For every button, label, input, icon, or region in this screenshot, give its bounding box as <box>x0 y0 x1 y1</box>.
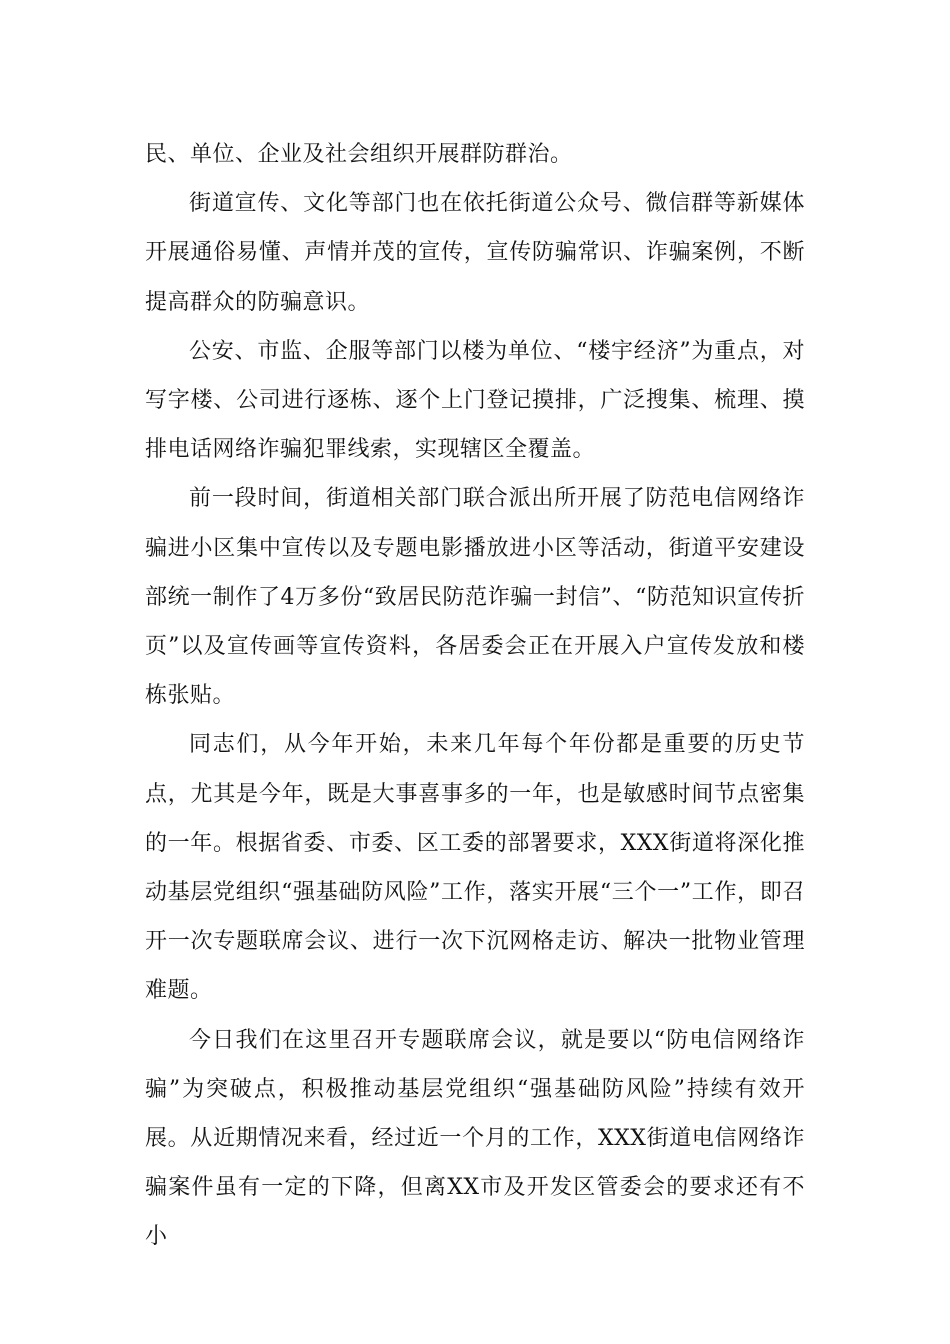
paragraph-6: 今日我们在这里召开专题联席会议，就是要以“防电信网络诈骗”为突破点，积极推动基层党组织“强基础防风险”持续有效开展。从近期情况来看，经过近一个月的工作，XXX街道电信网络诈骗案件虽有一定的下降，但离XX市及开发区管委会的要求还有不小 <box>145 1027 805 1250</box>
paragraph-3: 公安、市监、企服等部门以楼为单位、“楼宇经济”为重点，对写字楼、公司进行逐栋、逐个上门登记摸排，广泛搜集、梳理、摸排电话网络诈骗犯罪线索，实现辖区全覆盖。 <box>145 338 805 463</box>
paragraph-1: 民、单位、企业及社会组织开展群防群治。 <box>145 142 573 167</box>
paragraph-4: 前一段时间，街道相关部门联合派出所开展了防范电信网络诈骗进小区集中宣传以及专题电影播放进小区等活动，街道平安建设部统一制作了4万多份“致居民防范诈骗一封信”、“防范知识宣传折页”以及宣传画等宣传资料，各居委会正在开展入户宣传发放和楼栋张贴。 <box>145 486 805 709</box>
paragraph-2: 街道宣传、文化等部门也在依托街道公众号、微信群等新媒体开展通俗易懂、声情并茂的宣传，宣传防骗常识、诈骗案例，不断提高群众的防骗意识。 <box>145 191 805 315</box>
paragraph-5: 同志们，从今年开始，未来几年每个年份都是重要的历史节点，尤其是今年，既是大事喜事多的一年，也是敏感时间节点密集的一年。根据省委、市委、区工委的部署要求，XXX街道将深化推动基层党组织“强基础防风险”工作，落实开展“三个一”工作，即召开一次专题联席会议、进行一次下沉网格走访、解决一批物业管理难题。 <box>145 732 805 1004</box>
document-body <box>145 130 805 1262</box>
